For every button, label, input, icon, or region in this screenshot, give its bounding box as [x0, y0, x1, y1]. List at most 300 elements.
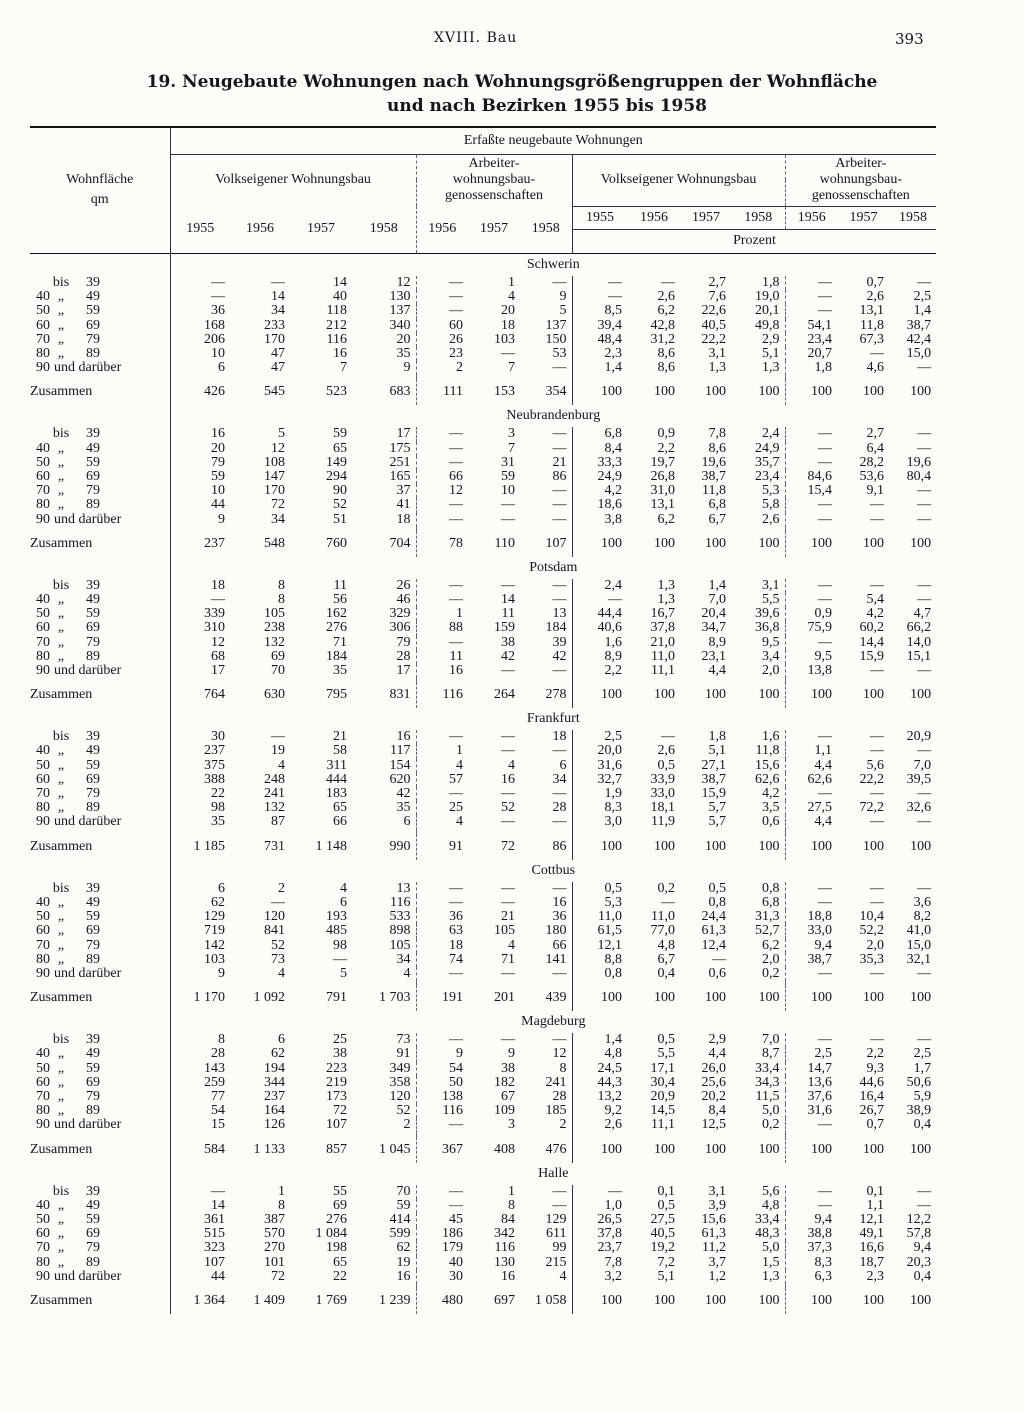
data-cell: 44	[170, 1270, 230, 1284]
data-cell: 36,8	[755, 621, 780, 636]
row-label-part: 79	[86, 787, 100, 802]
row-label	[30, 621, 170, 635]
data-cell: 23,1	[701, 649, 726, 664]
total-cell: 100	[910, 1141, 932, 1157]
total-row	[30, 682, 936, 708]
data-cell: 26,8	[650, 470, 675, 485]
row-label-part: 69	[86, 318, 100, 333]
data-cell: 6,8	[708, 498, 726, 513]
table-row	[30, 361, 936, 375]
data-cell: —	[501, 578, 515, 593]
row-label	[30, 1033, 170, 1047]
row-label-part: 90	[36, 664, 50, 679]
data-cell: —	[785, 593, 837, 607]
data-cell: 4	[416, 815, 468, 829]
row-label-part: „	[57, 1047, 65, 1062]
table-row	[30, 1241, 936, 1255]
row-label-part: 89	[86, 498, 100, 513]
row-label-part: „	[57, 455, 65, 470]
row-label	[30, 333, 170, 347]
group-header: Erfaßte neugebaute Wohnungen	[170, 127, 936, 154]
data-cell: —	[572, 593, 627, 607]
data-cell: —	[416, 730, 468, 744]
row-label-part: 39	[86, 1033, 100, 1048]
data-cell: —	[917, 484, 932, 499]
table-row	[30, 579, 936, 593]
data-cell: 61,5	[572, 924, 627, 938]
data-cell: 20,9	[906, 730, 932, 745]
row-label-part: „	[57, 347, 65, 362]
table-title-line-1: 19. Neugebaute Wohnungen nach Wohnungsgrößengruppen der Wohnfläche	[146, 72, 878, 92]
row-label-part: 90	[36, 966, 50, 981]
data-cell: 5,7	[708, 801, 726, 816]
data-cell: 30,4	[650, 1075, 675, 1090]
data-cell: 37,6	[785, 1090, 837, 1104]
data-cell: —	[416, 290, 468, 304]
data-cell: 8,4	[572, 442, 627, 456]
data-cell: 72,2	[859, 801, 884, 816]
total-cell: 100	[863, 838, 884, 854]
data-cell: 12,2	[906, 1212, 932, 1227]
row-label-part: 79	[86, 1241, 100, 1256]
data-cell: 31,3	[755, 910, 780, 925]
data-cell: 66,2	[906, 621, 932, 636]
data-cell: 44,4	[572, 607, 627, 621]
data-cell: 132	[264, 801, 285, 816]
data-cell: 8,9	[708, 635, 726, 650]
data-cell: 25	[333, 1033, 347, 1048]
data-cell: 6	[170, 882, 230, 896]
data-cell: 162	[326, 607, 347, 622]
total-cell: 683	[389, 384, 411, 400]
data-cell: —	[552, 881, 567, 896]
data-cell: 34	[271, 304, 285, 319]
total-cell: 100	[758, 838, 780, 854]
percent-label: Prozent	[733, 233, 776, 249]
row-label-part: „	[57, 772, 65, 787]
total-cell: 100	[654, 384, 675, 400]
row-label	[30, 290, 170, 304]
data-cell: 30	[416, 1270, 468, 1284]
data-cell: 7,0	[913, 758, 932, 773]
data-cell: 26,5	[572, 1213, 627, 1227]
total-cell: 100	[758, 1292, 780, 1308]
data-cell: 69	[271, 649, 285, 664]
data-cell: 349	[389, 1061, 411, 1076]
data-cell: 40,6	[572, 621, 627, 635]
row-label	[30, 759, 170, 773]
row-label-part: „	[57, 318, 65, 333]
data-cell: —	[416, 579, 468, 593]
data-cell: 20,2	[701, 1089, 726, 1104]
region-heading-row	[30, 860, 936, 882]
total-cell: 1 045	[379, 1141, 411, 1157]
data-cell: 20,4	[701, 607, 726, 622]
data-cell: —	[572, 276, 627, 290]
total-cell: 100	[785, 985, 837, 1011]
total-cell: 523	[326, 384, 347, 400]
row-label-part: 49	[86, 744, 100, 759]
data-cell: 77	[170, 1090, 230, 1104]
total-cell: 100	[654, 990, 675, 1006]
data-cell: —	[552, 787, 567, 802]
total-label: Zusammen	[30, 687, 93, 703]
data-cell: —	[416, 1185, 468, 1199]
data-cell: 37,8	[572, 1227, 627, 1241]
data-cell: 15,9	[701, 787, 726, 802]
data-cell: 69	[333, 1198, 347, 1213]
data-cell: 45	[416, 1213, 468, 1227]
data-cell: 0,9	[657, 427, 675, 442]
table-row	[30, 636, 936, 650]
table-row	[30, 910, 936, 924]
data-cell: 42	[552, 649, 567, 664]
data-cell: 8,4	[708, 1104, 726, 1119]
data-cell: 6	[170, 361, 230, 375]
data-cell: 7,0	[708, 593, 726, 608]
data-cell: 35	[396, 347, 411, 362]
data-cell: 16,4	[859, 1089, 884, 1104]
data-cell: 18,7	[859, 1255, 884, 1270]
row-label	[30, 924, 170, 938]
data-cell: 0,9	[785, 607, 837, 621]
data-cell: 18	[416, 939, 468, 953]
data-cell: 248	[264, 772, 285, 787]
total-cell: 354	[545, 384, 567, 400]
data-cell: 1,5	[762, 1255, 780, 1270]
year-header: 1955	[586, 209, 614, 225]
row-label-part: bis	[52, 1033, 70, 1048]
data-cell: 170	[264, 484, 285, 499]
row-label-part: 70	[36, 938, 50, 953]
data-cell: 49,1	[859, 1227, 884, 1242]
data-cell: 103	[170, 953, 230, 967]
data-cell: 175	[389, 441, 411, 456]
data-cell: 31	[501, 455, 515, 470]
year-header: 1957	[480, 221, 508, 237]
row-label	[30, 1270, 170, 1284]
table-row	[30, 621, 936, 635]
data-cell: 12	[416, 484, 468, 498]
total-row	[30, 1288, 936, 1314]
data-cell: —	[170, 290, 230, 304]
data-cell: 2,7	[708, 276, 726, 290]
data-cell: 310	[170, 621, 230, 635]
data-cell: 129	[545, 1212, 567, 1227]
data-cell: 5,1	[657, 1269, 675, 1284]
data-cell: —	[271, 276, 285, 290]
data-cell: 5	[340, 966, 347, 981]
data-cell: 52	[501, 801, 515, 816]
data-cell: 73	[271, 952, 285, 967]
data-cell: —	[785, 290, 837, 304]
data-cell: —	[271, 895, 285, 910]
data-cell: 1,4	[913, 304, 932, 319]
stub-cell	[30, 405, 170, 427]
total-cell: 100	[654, 838, 675, 854]
data-cell: 8,7	[762, 1047, 780, 1062]
year-header: 1956	[640, 209, 668, 225]
data-cell: 39,4	[572, 319, 627, 333]
row-label-part: 80	[36, 1255, 50, 1270]
data-cell: —	[552, 664, 567, 679]
row-label-part: bis	[52, 276, 70, 290]
data-cell: 38,7	[906, 318, 932, 333]
data-cell: 1,8	[785, 361, 837, 375]
data-cell: 17,1	[650, 1061, 675, 1076]
data-cell: 1,9	[572, 787, 627, 801]
row-label-part: „	[57, 635, 65, 650]
data-cell: 105	[264, 607, 285, 622]
data-cell: —	[917, 1033, 932, 1048]
row-label-part: „	[57, 1212, 65, 1227]
data-cell: 48,4	[572, 333, 627, 347]
data-cell: 4,4	[785, 759, 837, 773]
data-cell: 311	[326, 758, 347, 773]
data-cell: 0,5	[657, 758, 675, 773]
total-cell: 100	[910, 1292, 932, 1308]
data-cell: 40,5	[701, 318, 726, 333]
data-cell: 52	[396, 1104, 411, 1119]
data-cell: 53,6	[859, 470, 884, 485]
row-label-part: 69	[86, 470, 100, 485]
data-cell: —	[501, 498, 515, 513]
data-cell: 4,6	[866, 361, 884, 376]
data-cell: 41,0	[906, 924, 932, 939]
statistics-table	[30, 126, 936, 1314]
data-cell: 8,8	[572, 953, 627, 967]
data-cell: 0,6	[762, 815, 780, 830]
data-cell: 23,7	[572, 1241, 627, 1255]
total-row	[30, 379, 936, 405]
total-label: Zusammen	[30, 1141, 93, 1157]
row-label-part: „	[57, 649, 65, 664]
data-cell: 18	[501, 318, 515, 333]
data-cell: 1	[278, 1184, 285, 1199]
data-cell: 8,3	[572, 801, 627, 815]
data-cell: 91	[396, 1047, 411, 1062]
data-cell: 198	[326, 1241, 347, 1256]
data-cell: 126	[264, 1118, 285, 1133]
data-cell: 23	[416, 347, 468, 361]
data-cell: 116	[416, 1104, 468, 1118]
data-cell: 71	[333, 635, 347, 650]
row-label-part: 49	[86, 895, 100, 910]
total-cell: 100	[863, 687, 884, 703]
row-label-part: 60	[36, 621, 50, 636]
total-cell: 100	[910, 838, 932, 854]
row-label-part: 40	[36, 1047, 50, 1062]
row-label-part: 49	[86, 1047, 100, 1062]
data-cell: 11,2	[702, 1241, 726, 1256]
data-cell: —	[416, 1118, 468, 1132]
data-cell: 8	[278, 1198, 285, 1213]
data-cell: 15,6	[701, 1212, 726, 1227]
total-cell: 697	[494, 1292, 515, 1308]
data-cell: 72	[333, 1104, 347, 1119]
data-cell: 66	[552, 938, 567, 953]
data-cell: 1,3	[762, 1269, 780, 1284]
data-cell: 19	[396, 1255, 411, 1270]
data-cell: 57,8	[906, 1227, 932, 1242]
table-row	[30, 744, 936, 758]
data-cell: 67	[501, 1089, 515, 1104]
data-cell: 72	[271, 498, 285, 513]
data-cell: 1,4	[708, 578, 726, 593]
region-heading-row	[30, 254, 936, 277]
data-cell: —	[501, 347, 515, 362]
data-cell: 6	[559, 758, 567, 773]
data-cell: 183	[326, 787, 347, 802]
data-cell: 38,9	[906, 1104, 932, 1119]
data-cell: 5,4	[866, 593, 884, 608]
data-cell: 1,1	[785, 744, 837, 758]
data-cell: —	[416, 967, 468, 981]
data-cell: —	[416, 276, 468, 290]
data-cell: 18	[552, 730, 567, 745]
data-cell: 241	[264, 787, 285, 802]
row-label-part: 50	[36, 455, 50, 470]
data-cell: 108	[264, 455, 285, 470]
data-cell: 2,5	[913, 290, 932, 305]
data-cell: 23,4	[755, 470, 780, 485]
data-cell: —	[917, 881, 932, 896]
total-cell: 78	[416, 531, 468, 557]
row-label-part: „	[57, 1241, 65, 1256]
data-cell: 7,2	[657, 1255, 675, 1270]
data-cell: 0,5	[708, 881, 726, 896]
data-cell: 2,6	[657, 744, 675, 759]
data-cell: 11,8	[860, 318, 884, 333]
table-row	[30, 664, 936, 678]
data-cell: 116	[326, 332, 347, 347]
data-cell: 58	[333, 744, 347, 759]
data-cell: 2,6	[762, 512, 780, 527]
row-label-part: 50	[36, 1212, 50, 1227]
data-cell: 0,5	[657, 1033, 675, 1048]
row-label-part: 79	[86, 332, 100, 347]
row-label	[30, 815, 170, 829]
data-cell: 1,1	[866, 1198, 884, 1213]
data-cell: —	[416, 636, 468, 650]
data-cell: —	[552, 1184, 567, 1199]
data-cell: 1,3	[762, 361, 780, 376]
data-cell: —	[416, 456, 468, 470]
data-cell: 60,2	[859, 621, 884, 636]
data-cell: 38,7	[785, 953, 837, 967]
data-cell: 2,3	[866, 1269, 884, 1284]
row-label-part: 59	[86, 1212, 100, 1227]
data-cell: 3,4	[762, 649, 780, 664]
total-cell: 100	[785, 834, 837, 860]
row-label-part: 50	[36, 607, 50, 622]
row-label	[30, 442, 170, 456]
data-cell: 73	[396, 1033, 411, 1048]
subheader-pct-agw: Arbeiter- wohnungsbau- genossenschaften	[785, 154, 936, 206]
table-row	[30, 1256, 936, 1270]
data-cell: 0,2	[762, 1118, 780, 1133]
data-cell: 55	[333, 1184, 347, 1199]
data-cell: 9	[170, 513, 230, 527]
row-label-part: „	[57, 1089, 65, 1104]
data-cell: 515	[170, 1227, 230, 1241]
data-cell: 5,5	[657, 1047, 675, 1062]
data-cell: —	[785, 882, 837, 896]
data-cell: 1,8	[762, 276, 780, 290]
data-cell: 3,1	[762, 578, 780, 593]
data-cell: —	[572, 290, 627, 304]
data-cell: 61,3	[701, 1227, 726, 1242]
region-name: Frankfurt	[170, 708, 936, 730]
table-row	[30, 801, 936, 815]
total-cell: 153	[494, 384, 515, 400]
data-cell: 24,4	[701, 910, 726, 925]
row-label	[30, 276, 170, 290]
data-cell: 15,6	[755, 758, 780, 773]
data-cell: 9,3	[866, 1061, 884, 1076]
data-cell: —	[572, 1185, 627, 1199]
total-cell: 480	[416, 1288, 468, 1314]
data-cell: 66	[416, 470, 468, 484]
data-cell: 238	[264, 621, 285, 636]
data-cell: —	[917, 744, 932, 759]
total-cell: 100	[910, 990, 932, 1006]
row-label-part: „	[57, 304, 65, 319]
data-cell: 8	[170, 1033, 230, 1047]
total-cell: 100	[705, 687, 726, 703]
data-cell: —	[501, 512, 515, 527]
data-cell: 19,2	[650, 1241, 675, 1256]
data-cell: —	[333, 952, 347, 967]
data-cell: 4	[508, 938, 515, 953]
total-cell: 100	[572, 834, 627, 860]
data-cell: 4	[559, 1269, 567, 1284]
data-cell: 611	[546, 1227, 567, 1242]
data-cell: 10,4	[859, 910, 884, 925]
row-label-part: 59	[86, 910, 100, 925]
data-cell: —	[416, 787, 468, 801]
row-label	[30, 636, 170, 650]
row-label-part: „	[57, 801, 65, 816]
total-cell: 201	[494, 990, 515, 1006]
data-cell: 37,8	[650, 621, 675, 636]
data-cell: 42,4	[906, 332, 932, 347]
stub-cell	[30, 708, 170, 730]
row-label	[30, 939, 170, 953]
data-cell: 31,2	[650, 332, 675, 347]
total-cell: 1 185	[170, 834, 230, 860]
data-cell: —	[661, 895, 675, 910]
data-cell: 18,6	[572, 498, 627, 512]
table-row	[30, 882, 936, 896]
table-row	[30, 939, 936, 953]
data-cell: 54	[170, 1104, 230, 1118]
data-cell: —	[552, 361, 567, 376]
total-cell: 100	[654, 535, 675, 551]
data-cell: 4	[508, 290, 515, 305]
data-cell: 0,8	[708, 895, 726, 910]
data-cell: 5,6	[866, 758, 884, 773]
data-cell: 9,4	[913, 1241, 932, 1256]
data-cell: 8,6	[657, 361, 675, 376]
row-label-part: 89	[86, 952, 100, 967]
data-cell: 5	[559, 304, 567, 319]
data-cell: 4	[340, 881, 347, 896]
data-cell: 12	[170, 636, 230, 650]
data-cell: —	[501, 664, 515, 679]
row-label-part: 90	[36, 815, 50, 830]
data-cell: 52	[271, 938, 285, 953]
